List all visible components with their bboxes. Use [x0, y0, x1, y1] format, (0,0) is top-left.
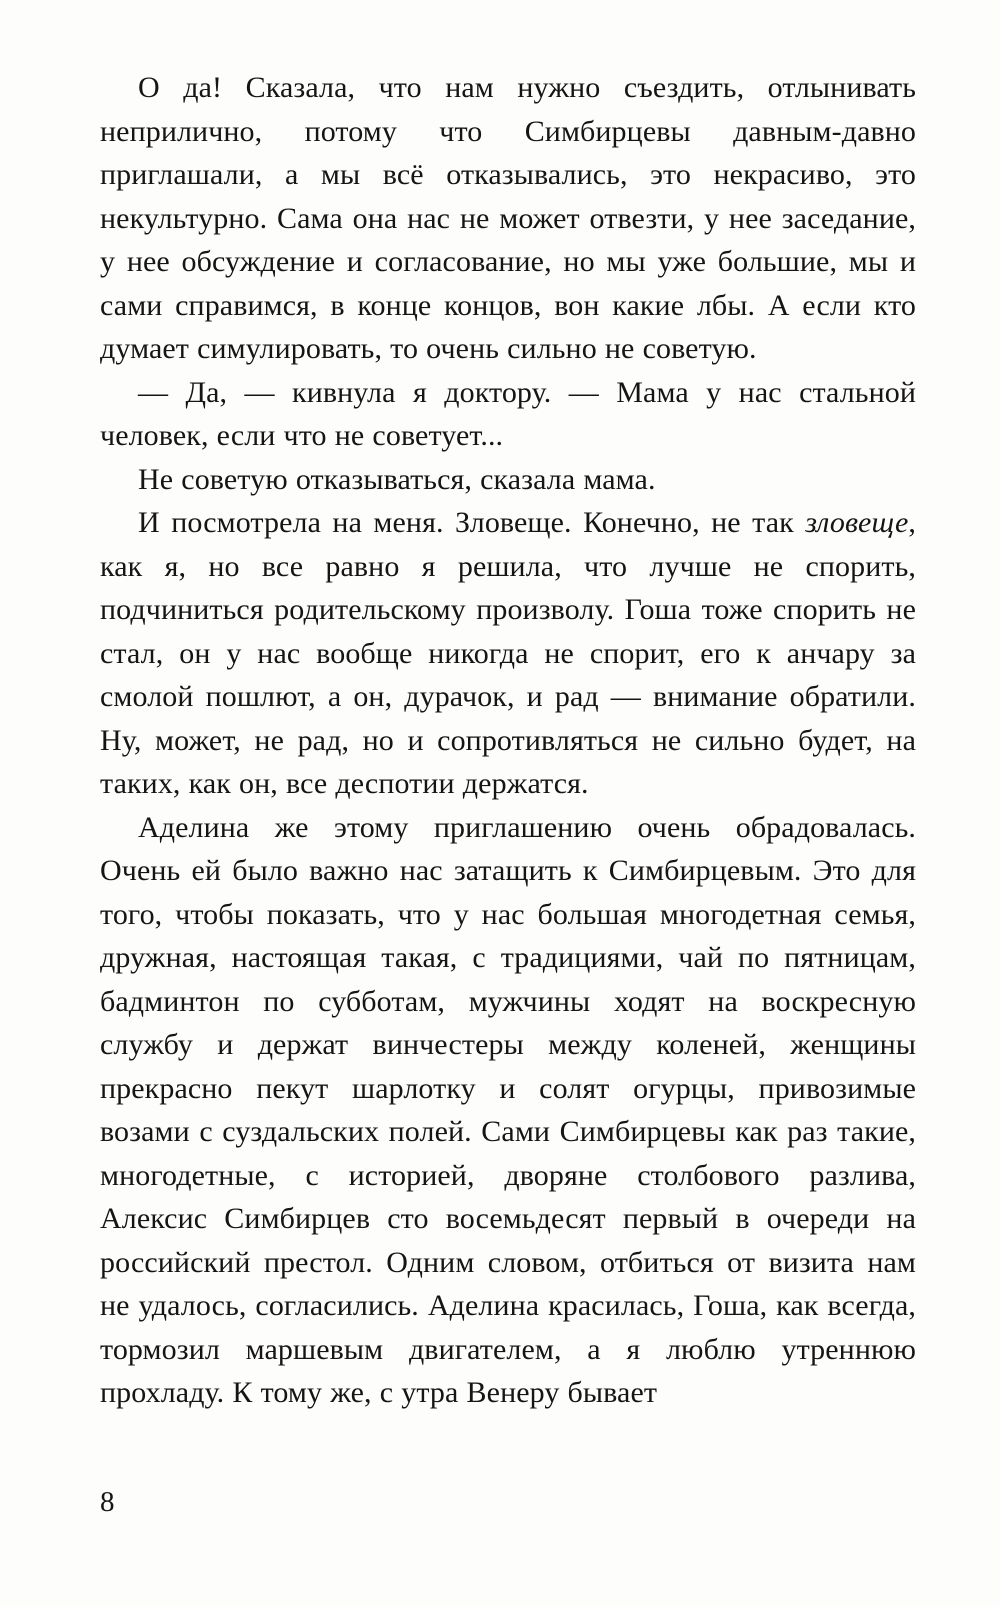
paragraph-text: О да! Сказала, что нам нужно съездить, отлынивать неприлично, потому что Симбирцевы давным-давно приглашали, а мы всё отказывались, это некрасиво, это некультурно. Сама она нас не может отвезти, у нее заседание, у нее обсуждение и согласование, но мы уже большие, мы и сами справимся, в конце концов, вон какие лбы. А если кто думает симулировать, то очень сильно не советую. — [100, 71, 916, 365]
paragraph-5 — [100, 806, 916, 1415]
paragraph-1 — [100, 66, 916, 371]
paragraph-2-dialogue — [100, 371, 916, 458]
paragraph-4 — [100, 501, 916, 806]
paragraph-text: — Да, — кивнула я доктору. — Мама у нас стальной человек, если что не советует... — [100, 375, 916, 452]
italic-word: зловеще — [805, 506, 909, 539]
paragraph-text: Аделина же этому приглашению очень обрадовалась. Очень ей было важно нас затащить к Симбирцевым. Это для того, чтобы показать, что у нас большая многодетная семья, дружная, настоящая такая, с традициями, чай по пятницам, бадминтон по субботам, мужчины ходят на воскресную службу и держат винчестеры между коленей, женщины прекрасно пекут шарлотку и солят огурцы, привозимые возами с суздальских полей. Сами Симбирцевы как раз такие, многодетные, с историей, дворяне столбового разлива, Алексис Симбирцев сто восемьдесят первый в очереди на российский престол. Одним словом, отбиться от визита нам не удалось, согласились. Аделина красилась, Гоша, как всегда, тормозил маршевым двигателем, а я люблю утреннюю прохладу. К тому же, с утра Венеру бывает — [100, 810, 916, 1409]
paragraph-text: И посмотрела на меня. Зловеще. Конечно, не так — [138, 506, 806, 539]
text-block — [100, 66, 916, 1415]
page-number: 8 — [100, 1486, 115, 1518]
paragraph-3 — [100, 458, 916, 502]
paragraph-text: Не советую отказываться, сказала мама. — [138, 462, 656, 496]
paragraph-text: , как я, но все равно я решила, что лучше не спорить, подчиниться родительскому произволу. Гоша тоже спорить не стал, он у нас вообще никогда не спорит, его к анчару за смолой пошлют, а он, дурачок, и рад — внимание обратили. Ну, может, не рад, но и сопротивляться не сильно будет, на таких, как он, все деспотии держатся. — [100, 506, 916, 800]
